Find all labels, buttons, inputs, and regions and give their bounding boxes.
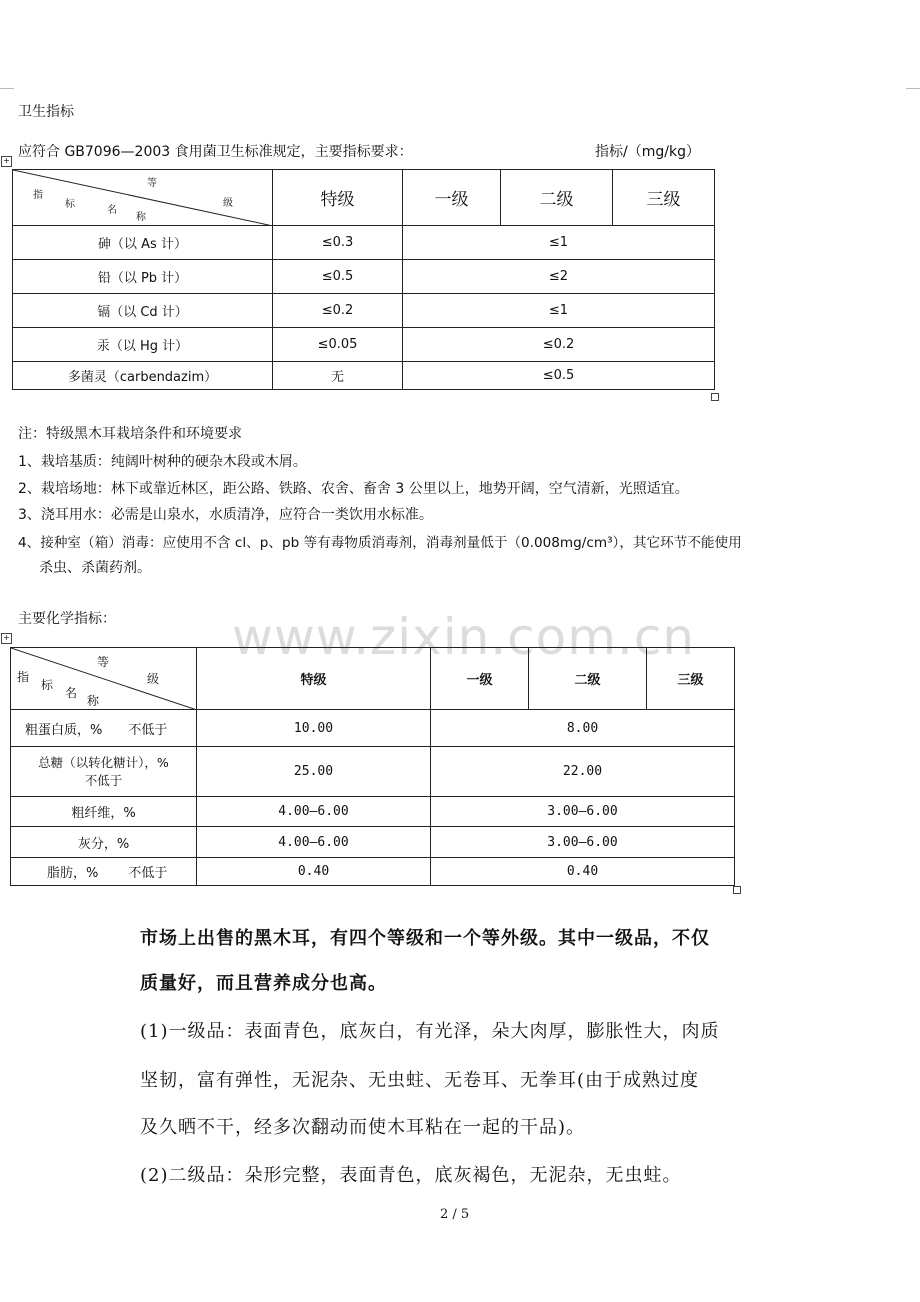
grade2-line: (2)二级品：朵形完整，表面青色，底灰褐色，无泥杂，无虫蛀。 [140,1165,682,1186]
section1-title: 卫生指标 [18,104,74,120]
diag-mid1: 名 [107,205,117,216]
chemical-table [10,647,735,886]
lead-line-2: 质量好，而且营养成分也高。 [140,973,387,994]
header-grade1: 一级 [403,170,501,226]
notes-item-1: 1、栽培基质：纯阔叶树种的硬杂木段或木屑。 [18,454,307,470]
row-others: 3.00—6.00 [431,797,735,827]
notes-item-4: 4、接种室（箱）消毒：应使用不含 cl、p、pb 等有毒物质消毒剂，消毒剂量低于（0.008mg/cm³），其它环节不能使用 [18,535,742,551]
header2-grade3: 三级 [647,648,735,710]
section2-title: 主要化学指标： [18,611,116,627]
notes-item-2: 2、栽培场地：林下或靠近林区，距公路、铁路、农舍、畜舍 3 公里以上，地势开阔，空气清新，光照适宜。 [18,481,689,497]
hygiene-table [12,169,715,390]
section1-intro: 应符合 GB7096—2003 食用菌卫生标准规定，主要指标要求： [18,144,413,160]
table-row [11,747,735,797]
diag2-right: 级 [147,672,160,686]
row-name: 镉（以 Cd 计） [13,294,273,328]
header2-special: 特级 [197,648,431,710]
hygiene-table-header-row [13,170,715,226]
grade1-line-3: 及久晒不干，经多次翻动而使木耳粘在一起的干品)。 [140,1117,586,1138]
header-grade2: 二级 [501,170,613,226]
row-others: 22.00 [431,747,735,797]
diagonal-header-cell-2 [11,648,197,710]
row-special: ≤0.5 [273,260,403,294]
row-special: ≤0.3 [273,226,403,260]
notes-item-3: 3、浇耳用水：必需是山泉水，水质清净，应符合一类饮用水标准。 [18,507,433,523]
row-name [11,858,197,886]
table-row [11,710,735,747]
table-move-handle-icon[interactable]: + [1,156,12,167]
row-name-suffix: 不低于 [128,866,168,881]
row-name: 粗纤维，% [11,797,197,827]
row-special: 4.00—6.00 [197,797,431,827]
row-name [11,710,197,747]
header-rule-right [906,88,920,89]
diag-left2: 标 [65,199,75,210]
diag-left1: 指 [33,190,43,201]
table-row [13,294,715,328]
row-name: 砷（以 As 计） [13,226,273,260]
table-row [11,797,735,827]
diag2-left1: 指 [17,670,30,684]
row-name-suffix: 不低于 [84,772,123,788]
table-row [13,328,715,362]
row-name [11,747,197,797]
header-grade3: 三级 [613,170,715,226]
table-row [13,260,715,294]
table2-move-handle-icon[interactable]: + [1,633,12,644]
row-others: ≤0.5 [403,362,715,390]
row-name: 灰分，% [11,827,197,858]
table-row [11,858,735,886]
diag-mid2: 称 [136,212,146,223]
section1-unit-label: 指标/（mg/kg） [595,144,700,160]
diag2-top: 等 [97,655,110,669]
row-special: 0.40 [197,858,431,886]
header-special: 特级 [273,170,403,226]
row-name: 铅（以 Pb 计） [13,260,273,294]
row-others: ≤2 [403,260,715,294]
row-special: 25.00 [197,747,431,797]
row-others: ≤0.2 [403,328,715,362]
diag2-mid2: 称 [87,694,100,708]
lead-line-1: 市场上出售的黑木耳，有四个等级和一个等外级。其中一级品，不仅 [140,928,710,949]
diagonal-header-cell [13,170,273,226]
row-name-text: 粗蛋白质，% [25,722,103,738]
row-others: 3.00—6.00 [431,827,735,858]
row-others: 8.00 [431,710,735,747]
table2-resize-handle[interactable] [733,886,741,894]
watermark: www.zixin.com.cn [232,608,696,666]
row-name-text: 脂肪，% [47,866,99,881]
diag-right: 级 [223,198,233,209]
notes-item-4-cont: 杀虫、杀菌药剂。 [39,560,151,576]
diag2-left2: 标 [41,678,54,692]
row-special: ≤0.2 [273,294,403,328]
header2-grade2: 二级 [529,648,647,710]
row-name: 多菌灵（carbendazim） [13,362,273,390]
header-rule-left [0,88,14,89]
row-special: 4.00—6.00 [197,827,431,858]
row-name-suffix: 不低于 [128,722,168,738]
table-row [11,827,735,858]
row-special: 无 [273,362,403,390]
grade1-line-2: 坚韧，富有弹性，无泥杂、无虫蛀、无卷耳、无拳耳(由于成熟过度 [140,1070,700,1091]
notes-title: 注：特级黑木耳栽培条件和环境要求 [18,426,242,442]
row-name: 汞（以 Hg 计） [13,328,273,362]
header2-grade1: 一级 [431,648,529,710]
row-special: 10.00 [197,710,431,747]
chemical-table-header-row [11,648,735,710]
grade1-line-1: (1)一级品：表面青色，底灰白，有光泽，朵大肉厚，膨胀性大，肉质 [140,1021,720,1042]
diag-top: 等 [147,178,157,189]
diag2-mid1: 名 [65,686,78,700]
row-others: 0.40 [431,858,735,886]
page-number: 2 / 5 [440,1207,470,1222]
table-resize-handle[interactable] [711,393,719,401]
row-others: ≤1 [403,226,715,260]
table-row [13,226,715,260]
row-special: ≤0.05 [273,328,403,362]
table-row [13,362,715,390]
row-others: ≤1 [403,294,715,328]
row-name-text: 总糖（以转化糖计），% [38,754,169,770]
